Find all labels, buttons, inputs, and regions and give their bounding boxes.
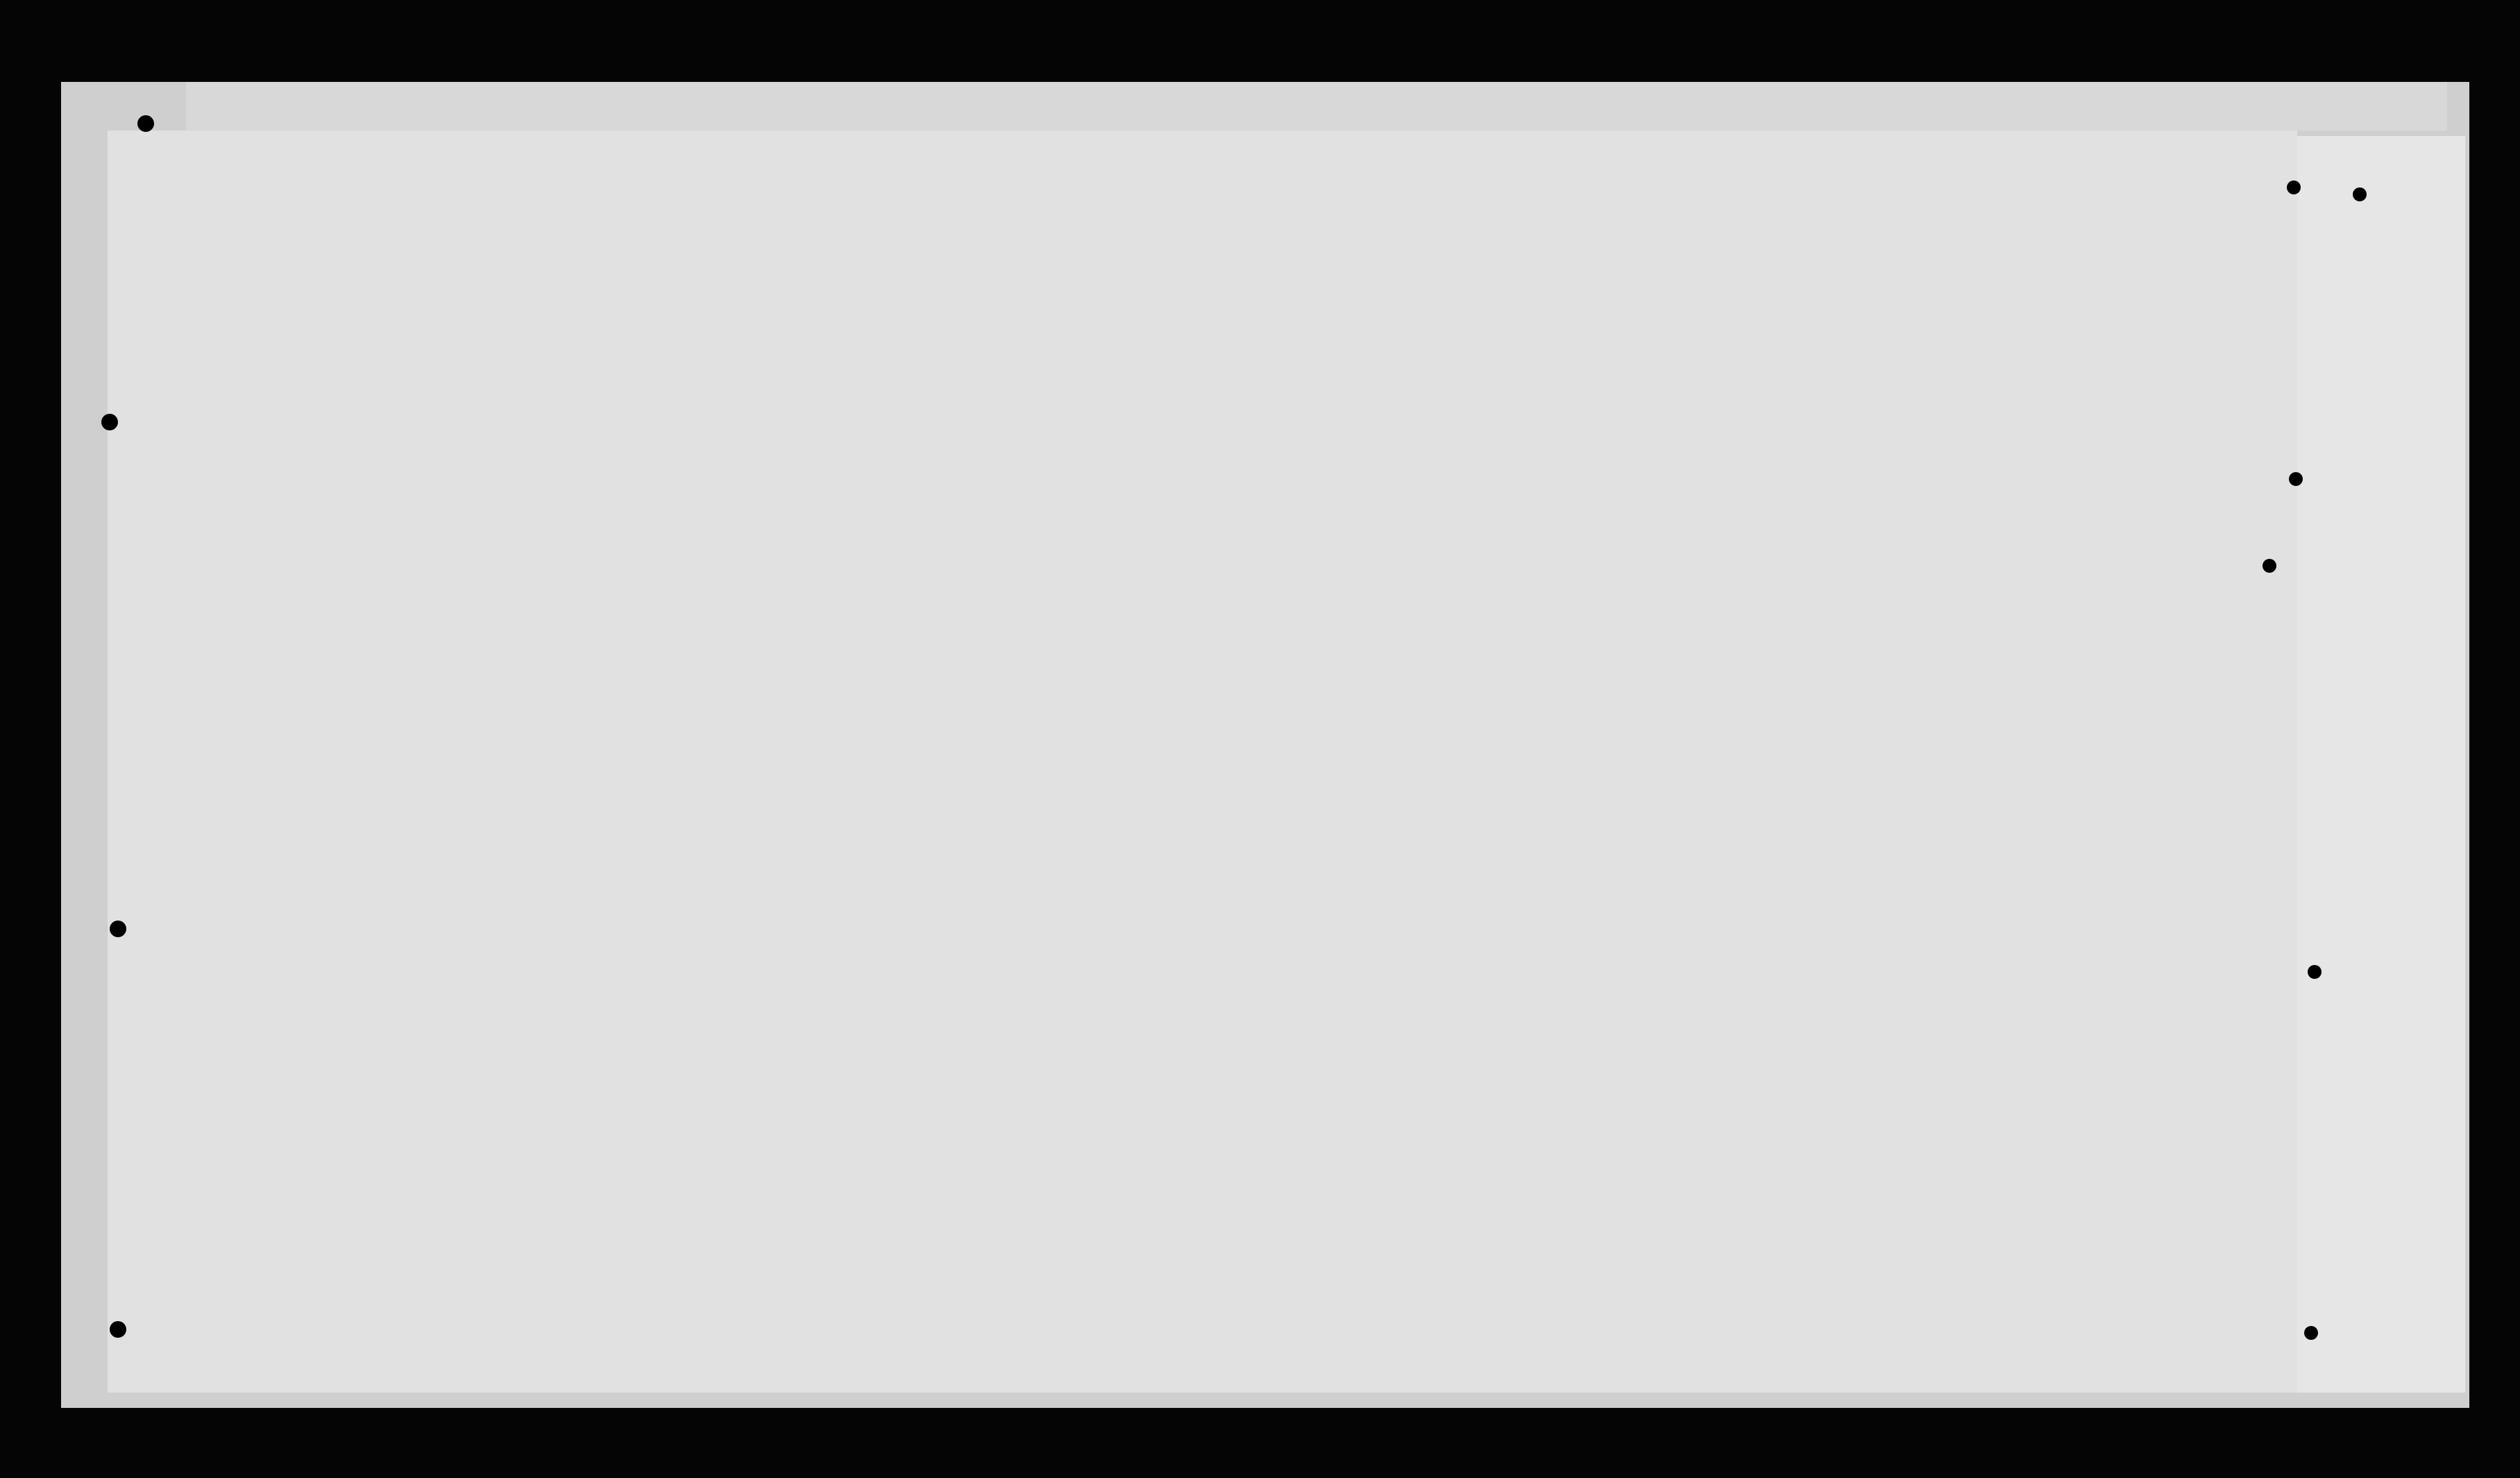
binding-hole	[2308, 965, 2322, 979]
binding-hole	[2287, 180, 2301, 194]
binding-hole	[2304, 1326, 2318, 1340]
back-sheet-top	[186, 82, 2447, 131]
binding-hole	[110, 1321, 126, 1338]
form-card	[108, 131, 2297, 1393]
binding-hole	[2263, 559, 2276, 573]
binding-hole	[110, 921, 126, 937]
binding-hole	[2289, 472, 2303, 486]
right-overlap-paper	[2297, 136, 2465, 1393]
binding-hole	[2353, 187, 2367, 201]
binding-hole	[101, 414, 118, 430]
binding-hole	[137, 115, 154, 132]
